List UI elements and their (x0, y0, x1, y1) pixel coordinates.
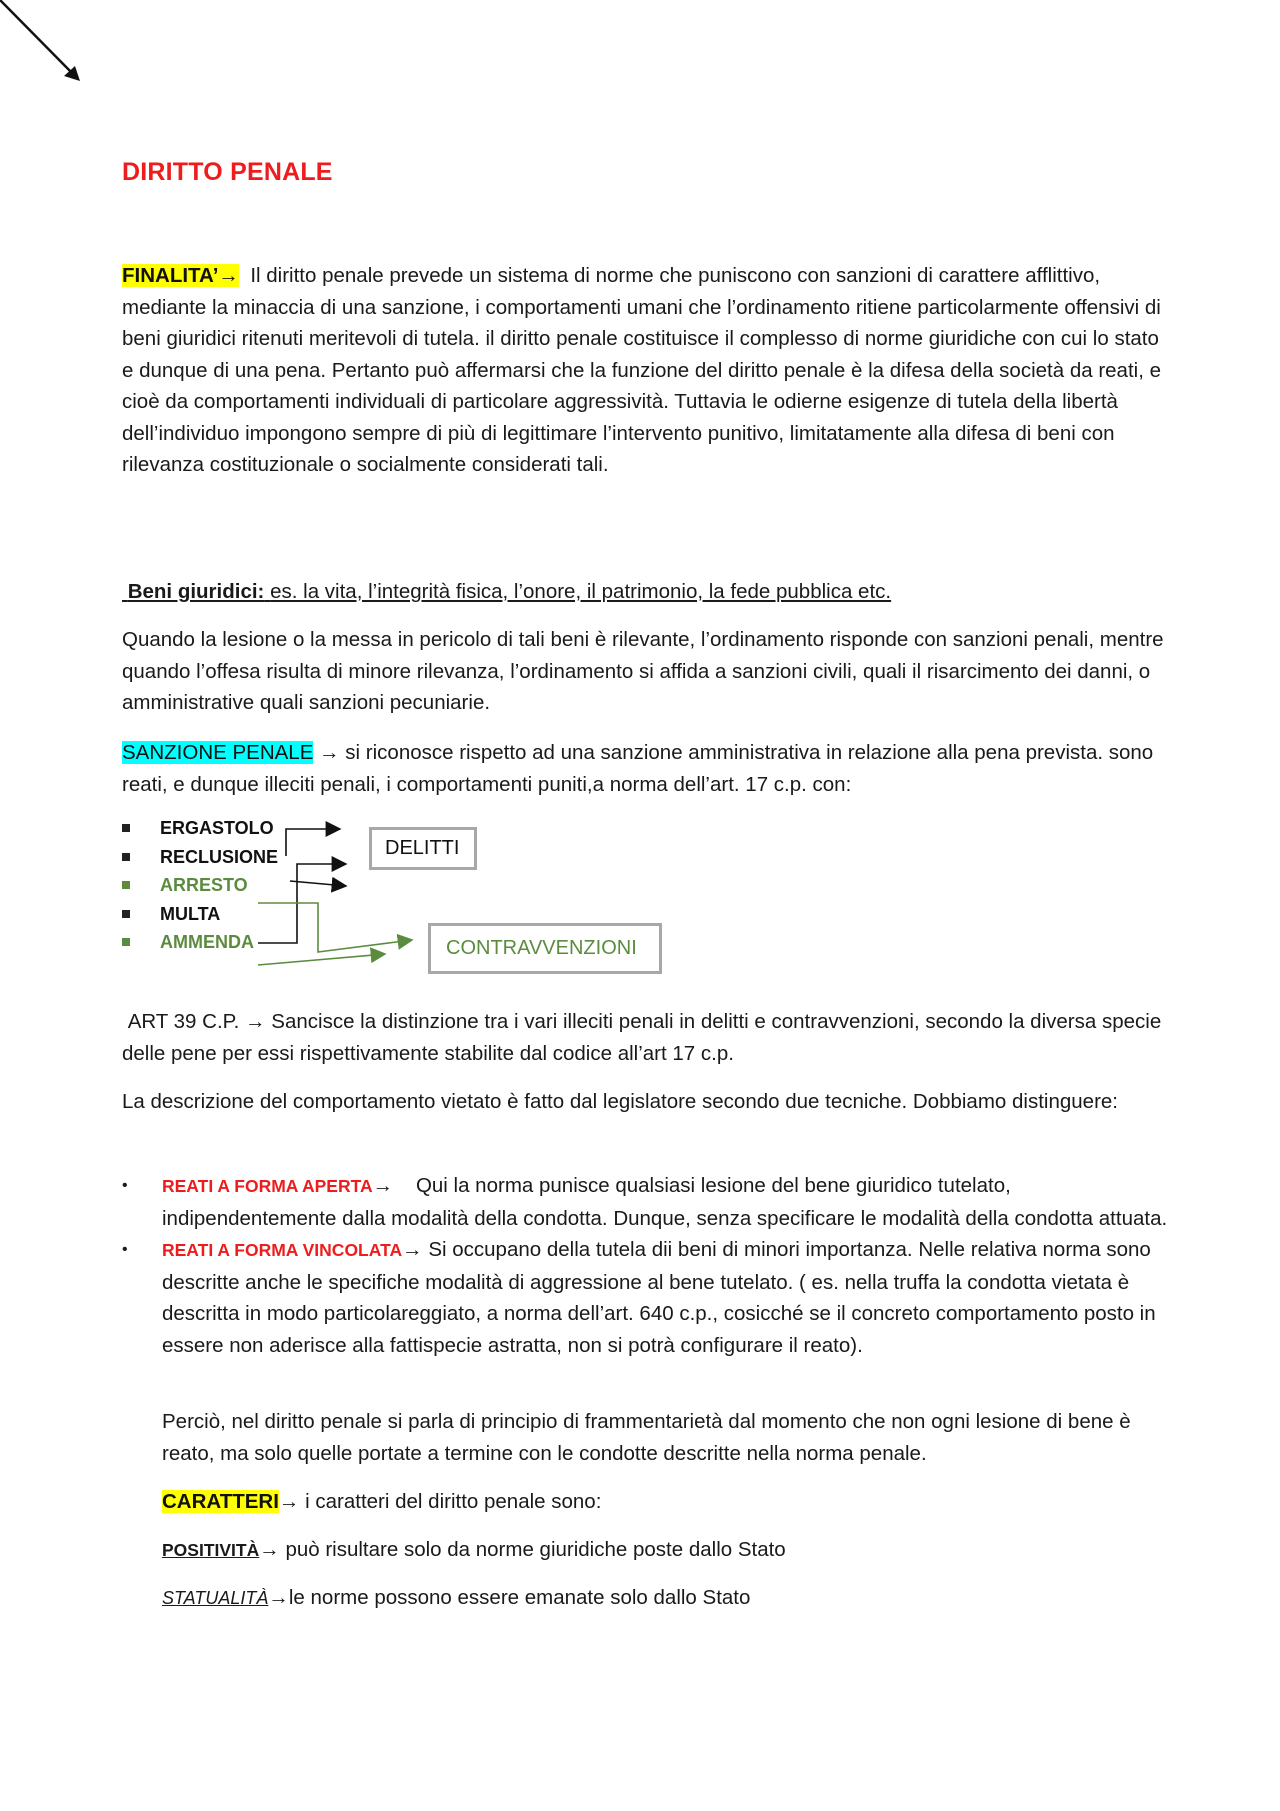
statualita-paragraph (162, 1582, 1172, 1615)
positivita-text: può risultare solo da norme giuridiche poste dallo Stato (285, 1538, 786, 1561)
reati-list (122, 1170, 1172, 1361)
arrow-right-icon: → (268, 1586, 289, 1609)
statualita-text: le norme possono essere emanate solo dallo Stato (288, 1586, 751, 1609)
reato-text: Qui la norma punisce qualsiasi lesione del bene giuridico tutelato, indipendentemente dalla modalità della condotta. Dunque, senza specificare le modalità della condotta attuata. (162, 1174, 1168, 1230)
statualita-label: STATUALITÀ (162, 1588, 269, 1608)
caratteri-text: i caratteri del diritto penale sono: (305, 1490, 602, 1513)
caratteri-paragraph (162, 1486, 1172, 1518)
square-bullet-icon (122, 938, 130, 946)
corner-arrow-icon (0, 0, 90, 90)
square-bullet-icon (122, 910, 130, 918)
reato-label: REATI A FORMA APERTA (162, 1176, 373, 1196)
reato-body (162, 1170, 1172, 1234)
sanzione-text: si riconosce rispetto ad una sanzione amministrativa in relazione alla pena prevista. sono reati, e dunque illeciti penali, i comportamenti puniti,a norma dell’art. 17 c.p. con: (122, 741, 1154, 796)
finalita-text: Il diritto penale prevede un sistema di norme che puniscono con sanzioni di carattere afflittivo, mediante la minaccia di una sanzione, i comportamenti umani che l’ordinamento ritiene particolarmente offensivi di beni giuridici ritenuti meritevoli di tutela. il diritto penale costituisce il complesso di norme giuridiche con cui lo stato e dunque di una pena. Pertanto può affermarsi che la funzione del diritto penale è la difesa della società da reati, e cioè da comportamenti individuali di particolare aggressività. Tuttavia le odierne esigenze di tutela della libertà dell’individuo impongono sempre di più di legittimare l’intervento punitivo, limitatamente alla difesa di beni con rilevanza costituzionale o socialmente considerati tali. (122, 264, 1161, 476)
positivita-paragraph (162, 1534, 1172, 1567)
frammentarieta-paragraph: Perciò, nel diritto penale si parla di principio di frammentarietà dal momento che non ogni lesione di bene è reato, ma solo quelle portate a termine con le condotte descritte nella norma penale. (162, 1410, 1131, 1465)
square-bullet-icon (122, 881, 130, 889)
beni-text: es. la vita, l’integrità fisica, l’onore, il patrimonio, la fede pubblica etc. (270, 580, 892, 603)
list-item (122, 900, 278, 929)
caratteri-label-group (162, 1490, 279, 1513)
bullet-dot-icon: • (122, 1241, 128, 1258)
beni-paragraph (122, 576, 1172, 608)
arrow-right-icon: → (278, 1490, 300, 1513)
list-item (122, 1234, 1172, 1361)
finalita-paragraph (122, 260, 1172, 481)
connector-ergastolo (286, 829, 340, 856)
list-item (122, 1170, 1172, 1234)
reato-label: REATI A FORMA VINCOLATA (162, 1240, 403, 1260)
list-item (122, 814, 278, 843)
connector-reclusione (290, 881, 346, 886)
bullet-dot-icon: • (122, 1177, 128, 1194)
art39-label: ART 39 C.P. (127, 1010, 240, 1033)
contravvenzioni-box: CONTRAVVENZIONI (428, 923, 662, 974)
list-item (122, 871, 278, 900)
positivita-label: POSITIVITÀ (162, 1540, 260, 1560)
arrow-right-icon: → (245, 1010, 266, 1033)
pena-label: RECLUSIONE (160, 846, 279, 867)
list-item (122, 843, 278, 872)
delitti-box: DELITTI (369, 827, 477, 870)
beni-label: Beni giuridici: (127, 580, 265, 603)
finalita-label: FINALITA’ (122, 264, 219, 287)
descrizione-paragraph: La descrizione del comportamento vietato è fatto dal legislatore secondo due tecniche. Dobbiamo distinguere: (122, 1090, 1118, 1113)
art39-text: Sancisce la distinzione tra i vari illeciti penali in delitti e contravvenzioni, secondo la diversa specie delle pene per essi rispettivamente stabilite dal codice all’art 17 c.p. (122, 1010, 1162, 1065)
square-bullet-icon (122, 853, 130, 861)
arrow-right-icon: → (259, 1538, 280, 1561)
arrow-right-icon: → (319, 741, 340, 764)
page-title: DIRITTO PENALE (122, 158, 333, 186)
pena-label: ERGASTOLO (160, 818, 274, 838)
arrow-right-icon: → (402, 1238, 423, 1261)
reato-text: Si occupano della tutela dii beni di minori importanza. Nelle relativa norma sono descritte anche le specifiche modalità di aggressione al bene tutelato. ( es. nella truffa la condotta vietata è descritta in modo particolareggiato, a norma dell’art. 640 c.p., cosicché se il concreto comportamento posto in essere non aderisce alla fattispecie astratta, non si potrà configurare il reato). (162, 1238, 1156, 1357)
list-item (122, 928, 278, 957)
art39-paragraph (122, 1006, 1172, 1069)
square-bullet-icon (122, 824, 130, 832)
sanzione-label: SANZIONE PENALE (122, 741, 314, 764)
reato-body (162, 1234, 1172, 1361)
caratteri-label: CARATTERI (162, 1490, 279, 1513)
lesione-paragraph: Quando la lesione o la messa in pericolo di tali beni è rilevante, l’ordinamento risponde con sanzioni penali, mentre quando l’offesa risulta di minore rilevanza, l’ordinamento si affida a sanzioni civili, quali il risarcimento dei danni, o amministrative quali sanzioni pecuniarie. (122, 628, 1164, 714)
connector-arresto (258, 903, 412, 952)
arrow-right-icon: → (372, 1174, 394, 1197)
finalita-label-group (122, 264, 239, 287)
arrow-right-icon: → (218, 264, 239, 287)
sanzione-paragraph (122, 737, 1172, 800)
pena-label: ARRESTO (160, 875, 248, 895)
pene-list (122, 814, 278, 957)
pena-label: AMMENDA (160, 932, 254, 952)
pena-label: MULTA (160, 903, 221, 924)
